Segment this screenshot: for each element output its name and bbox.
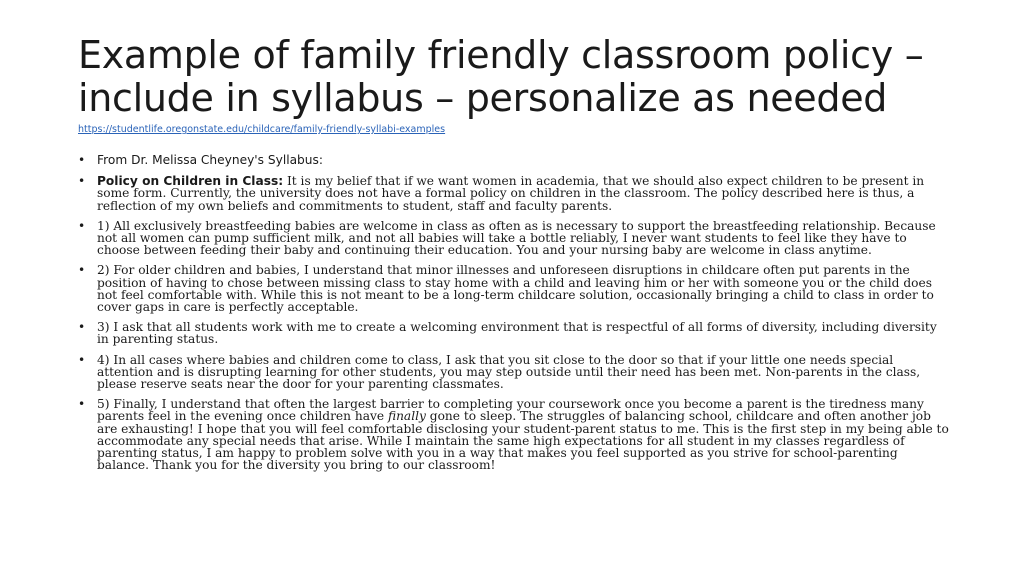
source-link[interactable]: https://studentlife.oregonstate.edu/childcare/family-friendly-syllabi-examples	[78, 124, 446, 135]
bullet-item-5-text-b: gone to sleep. The struggles of balancing school, childcare and often another job are exhausting! I hope that you will feel comfortable disclosing your student-parent status to me. This is the first step in my being able to accommodate any special needs that arise. While I maintain the same high expectations for all student in my classes regardless of parenting status, I am happy to problem solve with you in a way that makes you feel supported as you strive for school-parenting balance. Thank you for the diversity you bring to our classroom!	[97, 409, 949, 473]
bullet-item-2	[78, 264, 950, 313]
bullet-item-3	[78, 321, 950, 345]
bullet-item-4-text: 4) In all cases where babies and children come to class, I ask that you sit close to the door so that if your little one needs special attention and is disrupting learning for other students, you may step outside until their need has been met. Non-parents in the class, please reserve seats near the door for your parenting classmates.	[97, 352, 921, 392]
bullet-intro	[78, 154, 950, 166]
bullet-item-1	[78, 220, 950, 257]
bullet-item-5-text-a: 5) Finally, I understand that often the largest barrier to completing your coursework once you become a parent is the tiredness many parents feel in the evening once children have	[97, 397, 924, 424]
policy-label: Policy on Children in Class:	[97, 174, 284, 189]
bullet-item-5-emphasis: finally	[387, 409, 426, 424]
policy-text: It is my belief that if we want women in academia, that we should also expect children to be present in some form. Currently, the university does not have a formal policy on children in the classroom. The policy described here is thus, a reflection of my own beliefs and commitments to student, staff and faculty parents.	[97, 174, 925, 213]
bullet-item-4	[78, 354, 950, 391]
slide-title-line-2: include in syllabus – personalize as needed	[78, 76, 888, 120]
bullet-policy	[78, 175, 950, 212]
bullet-item-2-text: 2) For older children and babies, I understand that minor illnesses and unforeseen disruptions in childcare often put parents in the position of having to chose between missing class to stay home with a child and leaving him or her with someone you or the child does not feel comfortable with. While this is not meant to be a long-term childcare solution, occasionally bringing a child to class in order to cover gaps in care is perfectly acceptable.	[97, 263, 934, 315]
slide-title-line-1: Example of family friendly classroom policy –	[78, 33, 924, 77]
bullet-list	[78, 154, 950, 479]
slide-title	[78, 34, 978, 120]
bullet-item-5	[78, 398, 950, 471]
bullet-item-1-text: 1) All exclusively breastfeeding babies are welcome in class as often as is necessary to support the breastfeeding relationship. Because not all women can pump sufficient milk, and not all babies will take a bottle reliably, I never want students to feel like they have to choose between feeding their baby and continuing their education. You and your nursing baby are welcome in class anytime.	[97, 218, 936, 258]
bullet-intro-text: From Dr. Melissa Cheyney's Syllabus:	[97, 153, 323, 167]
bullet-item-3-text: 3) I ask that all students work with me to create a welcoming environment that is respectful of all forms of diversity, including diversity in parenting status.	[97, 320, 937, 347]
